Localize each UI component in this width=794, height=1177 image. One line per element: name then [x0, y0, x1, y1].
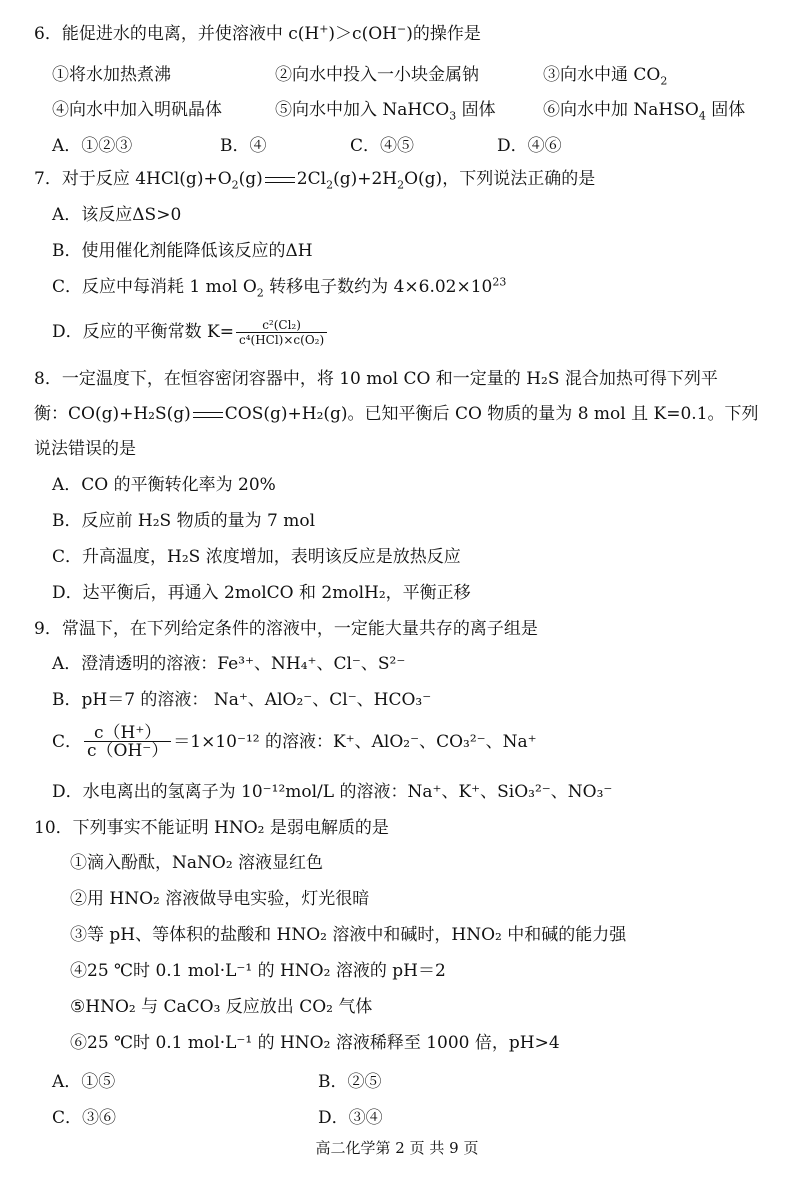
q8-option-a: A．CO 的平衡转化率为 20%: [52, 475, 276, 495]
q8-option-c: C．升高温度，H₂S 浓度增加，表明该反应是放热反应: [52, 547, 461, 567]
q10-statement-1: ①滴入酚酞，NaNO₂ 溶液显红色: [70, 853, 324, 873]
q8-stem-line2: 衡：CO(g)+H₂S(g) COS(g)+H₂(g)。已知平衡后 CO 物质的量为 8 mol 且 K=0.1。下列: [34, 404, 759, 424]
q6-item-4: ④向水中加入明矾晶体: [52, 100, 222, 120]
q6-item-5: ⑤向水中加入 NaHCO$_3$ 固体: [275, 100, 496, 123]
q8-option-d: D．达平衡后，再通入 2molCO 和 2molH₂，平衡正移: [52, 583, 471, 603]
q9-option-b: B．pH＝7 的溶液： Na⁺、AlO₂⁻、Cl⁻、HCO₃⁻: [52, 690, 432, 710]
q8-stem-line1: 8．一定温度下，在恒容密闭容器中，将 10 mol CO 和一定量的 H₂S 混合加热可得下列平: [34, 369, 718, 389]
equilibrium-constant-fraction: $\frac{\text{c²(Cl₂)}}{\text{c⁴(HCl)×c(O₂)}}$: [236, 318, 327, 347]
q6-option-a: A．①②③: [52, 136, 133, 156]
q10-option-a: A．①⑤: [52, 1072, 116, 1092]
page-footer: 高二化学第 2 页 共 9 页: [315, 1139, 479, 1157]
q7-option-b: B．使用催化剂能降低该反应的ΔH: [52, 241, 313, 261]
q10-option-c: C．③⑥: [52, 1108, 117, 1128]
q9-option-a: A．澄清透明的溶液：Fe³⁺、NH₄⁺、Cl⁻、S²⁻: [52, 654, 406, 674]
q9-option-d: D．水电离出的氢离子为 10⁻¹²mol/L 的溶液：Na⁺、K⁺、SiO₃²⁻、NO₃⁻: [52, 782, 613, 802]
q7-option-c: C．反应中每消耗 1 mol $O_2$ 转移电子数约为 $4\times 6.02\times 10^{23}$: [52, 275, 507, 300]
q10-option-b: B．②⑤: [318, 1072, 382, 1092]
q6-option-b: B．④: [220, 136, 267, 156]
q6-item-3: ③向水中通 $CO_2$: [543, 65, 668, 88]
q10-statement-3: ③等 pH、等体积的盐酸和 HNO₂ 溶液中和碱时，HNO₂ 中和碱的能力强: [70, 925, 627, 945]
q6-option-d: D．④⑥: [497, 136, 562, 156]
concentration-ratio-fraction: $\frac{c(H^+)}{c(OH^-)}$: [84, 725, 171, 760]
q7-option-d: D．反应的平衡常数 K= $\frac{\text{c²(Cl₂)}}{\text{c⁴(HCl)×c(O₂)}}$: [52, 312, 329, 352]
q10-option-d: D．③④: [318, 1108, 383, 1128]
q8-stem-line3: 说法错误的是: [34, 439, 136, 459]
q7-stem: 7．对于反应 $4HCl(g)+O_2(g)$ $2Cl_2(g)+2H_2O(g)$，下列说法正确的是: [34, 169, 596, 192]
q6-option-c: C．④⑤: [350, 136, 415, 156]
q8-option-b: B．反应前 H₂S 物质的量为 7 mol: [52, 511, 316, 531]
q9-option-c: C． $\frac{c(H^+)}{c(OH^-)}$ ＝1×10⁻¹² 的溶液：K⁺、AlO₂⁻、CO₃²⁻、Na⁺: [52, 723, 537, 761]
q6-item-1: ①将水加热煮沸: [52, 65, 171, 85]
q10-statement-4: ④25 ℃时 0.1 mol·L⁻¹ 的 HNO₂ 溶液的 pH＝2: [70, 961, 446, 981]
equilibrium-arrow-icon: [191, 409, 225, 421]
q6-item-6: ⑥向水中加 NaHSO$_4$ 固体: [543, 100, 746, 123]
q10-statement-5: ⑤HNO₂ 与 CaCO₃ 反应放出 CO₂ 气体: [70, 997, 373, 1017]
q6-item-2: ②向水中投入一小块金属钠: [275, 65, 479, 85]
q10-stem: 10．下列事实不能证明 HNO₂ 是弱电解质的是: [34, 818, 389, 838]
q6-stem: 6．能促进水的电离，并使溶液中 c(H+)＞c(OH−)的操作是: [34, 22, 481, 44]
q9-stem: 9．常温下，在下列给定条件的溶液中，一定能大量共存的离子组是: [34, 619, 538, 639]
q10-statement-2: ②用 HNO₂ 溶液做导电实验，灯光很暗: [70, 889, 370, 909]
equilibrium-arrow-icon: [263, 174, 297, 186]
q7-option-a: A．该反应ΔS>0: [52, 205, 182, 225]
q10-statement-6: ⑥25 ℃时 0.1 mol·L⁻¹ 的 HNO₂ 溶液稀释至 1000 倍，pH>4: [70, 1033, 560, 1053]
